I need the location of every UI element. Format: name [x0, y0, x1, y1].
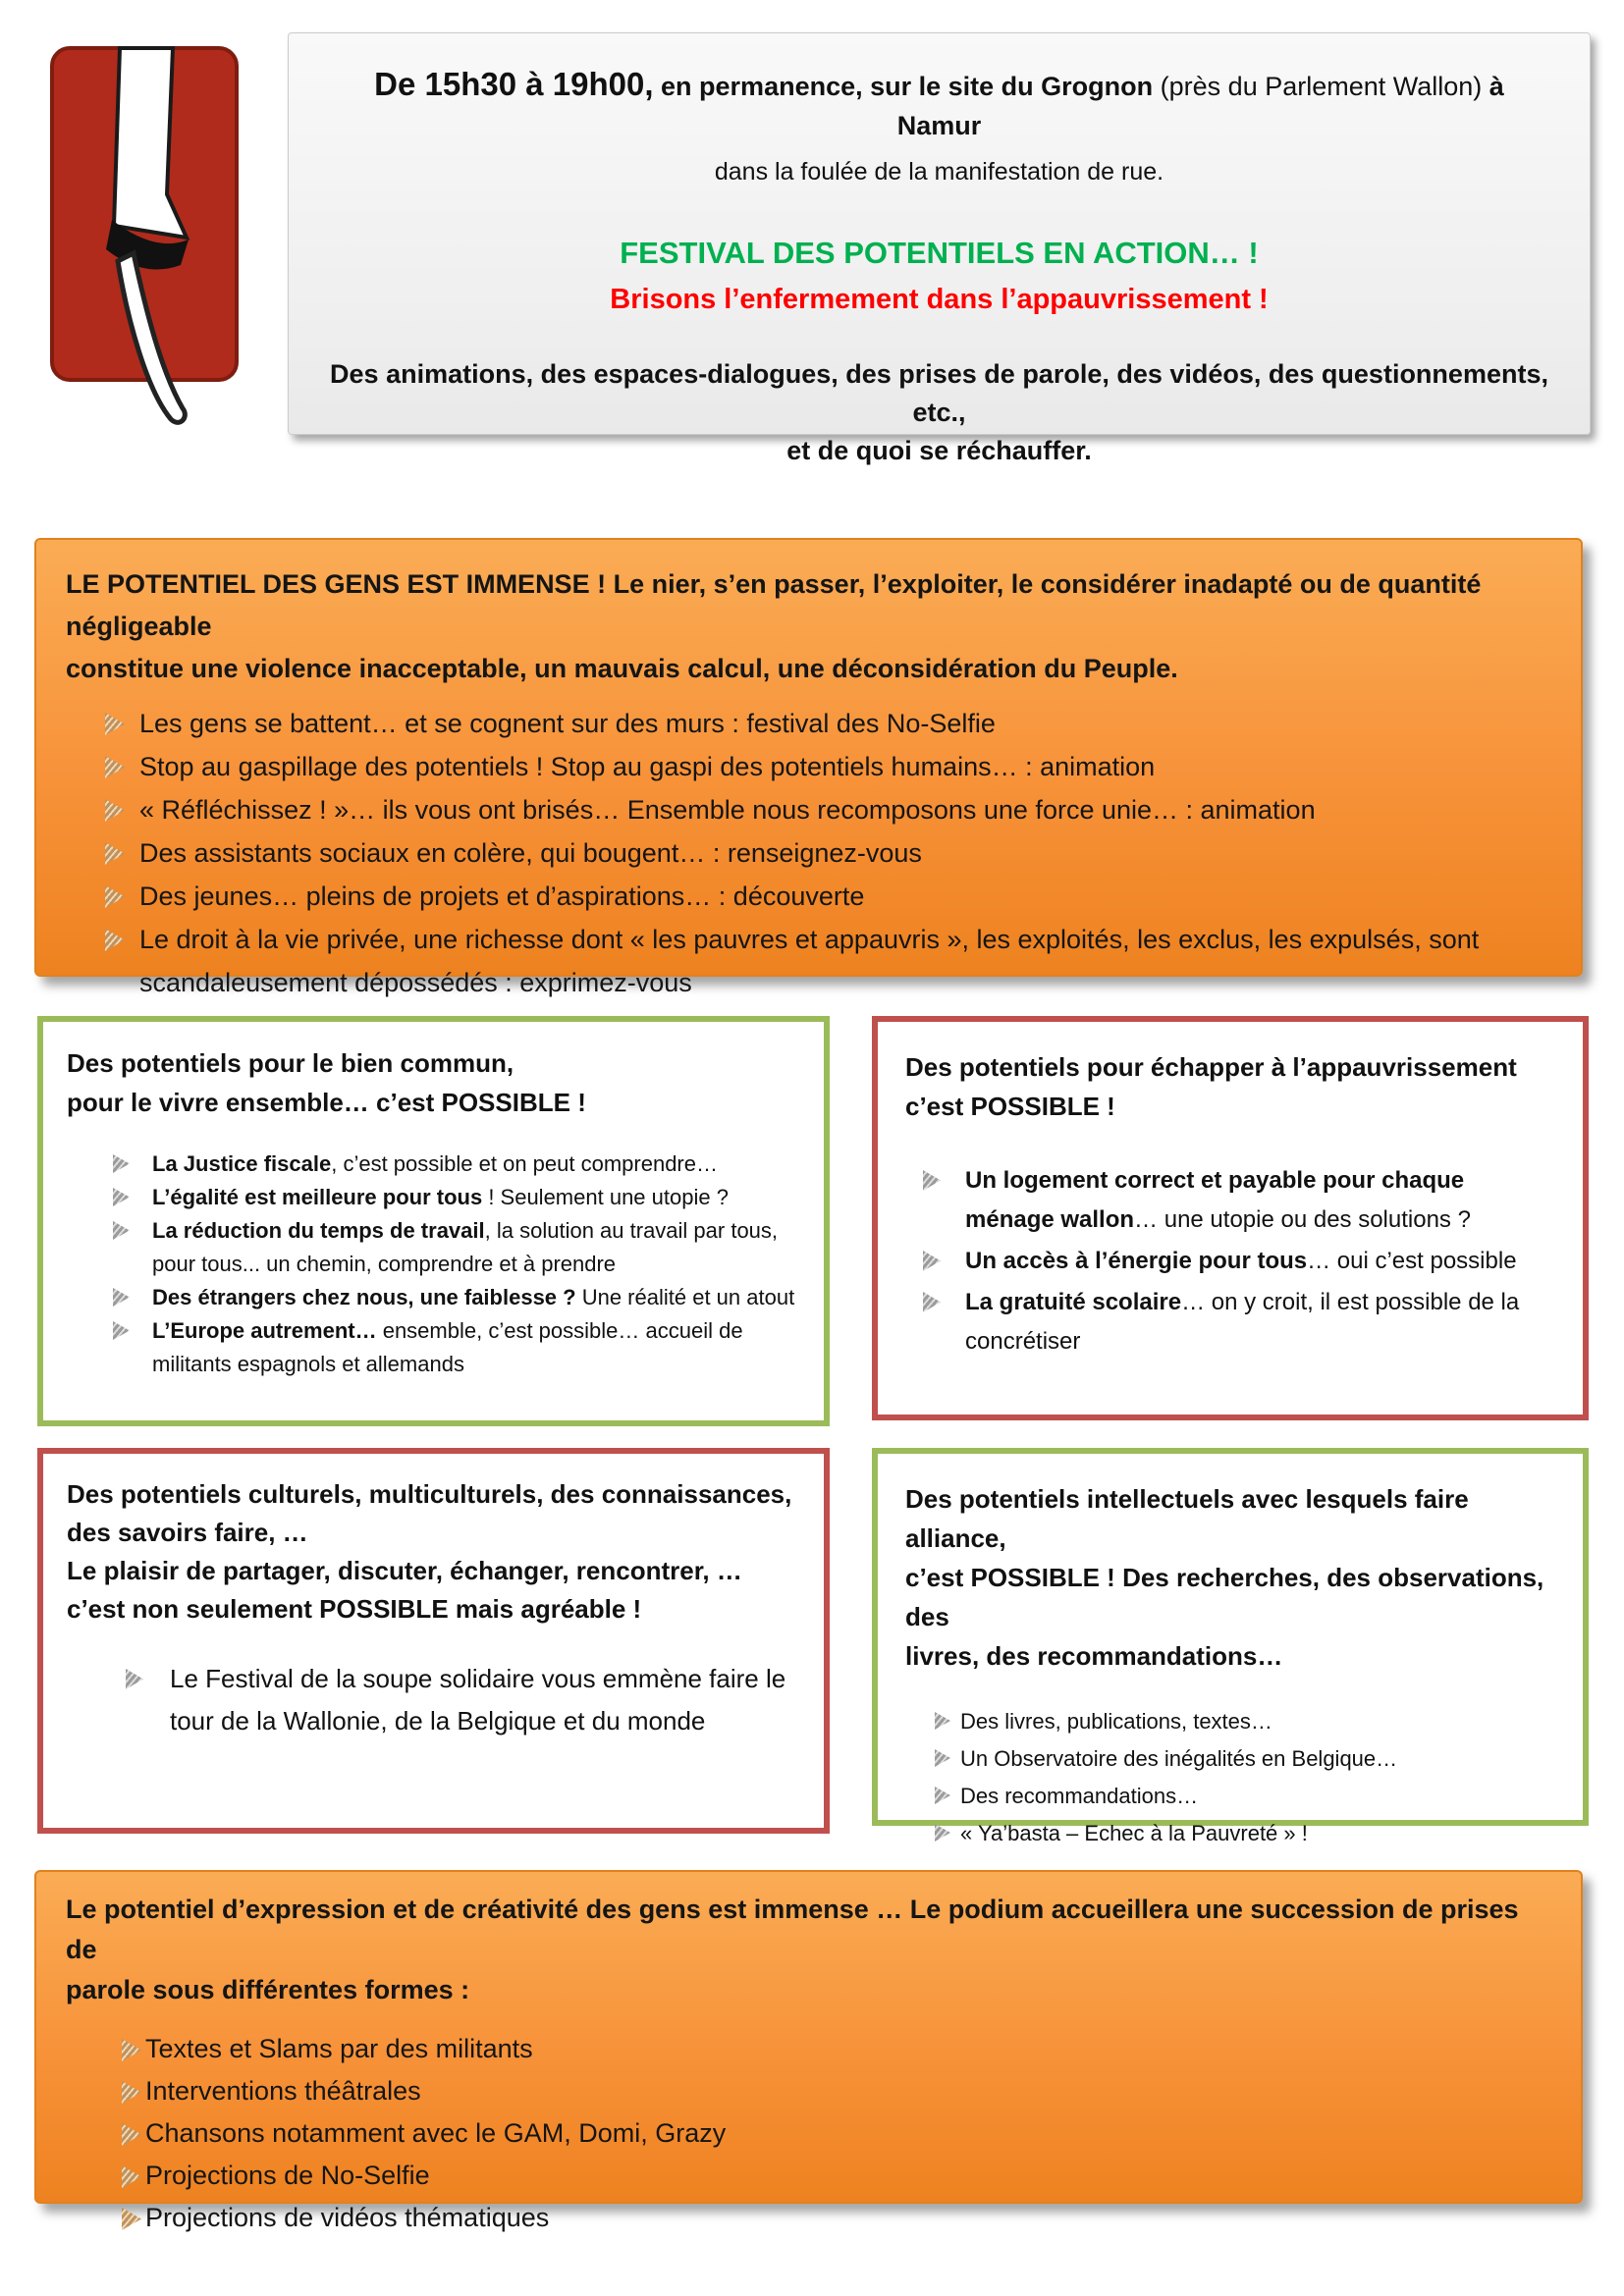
arrow-bullet-icon	[113, 1321, 130, 1340]
list-item	[905, 1778, 1555, 1815]
bullet-list	[905, 1161, 1555, 1362]
list-item	[66, 875, 1551, 918]
event-place-detail: (près du Parlement Wallon)	[1160, 72, 1489, 101]
potential-box-intellectuels	[872, 1448, 1589, 1845]
arrow-bullet-icon	[126, 1669, 143, 1689]
list-item	[66, 2070, 1551, 2112]
bullet-text: Un logement correct et payable pour chaque ménage wallon… une utopie ou des solutions ?	[965, 1167, 1471, 1233]
arrow-bullet-icon	[113, 1154, 130, 1173]
arrow-bullet-icon	[122, 2208, 141, 2230]
bullet-text: Les gens se battent… et se cognent sur des murs : festival des No-Selfie	[139, 709, 996, 738]
event-subtitle: dans la foulée de la manifestation de rue.	[714, 158, 1164, 186]
expression-bullet-list	[66, 2028, 1551, 2239]
arrow-bullet-icon	[122, 2039, 141, 2061]
potential-box-appauvrissement	[872, 1016, 1589, 1420]
bullet-text: Chansons notamment avec le GAM, Domi, Grazy	[145, 2118, 727, 2148]
list-item	[67, 1314, 800, 1381]
list-item	[905, 1242, 1555, 1281]
bullet-text: Des livres, publications, textes…	[960, 1709, 1272, 1734]
arrow-bullet-icon	[113, 1221, 130, 1240]
box-title-line: pour le vivre ensemble… c’est POSSIBLE !	[67, 1088, 586, 1117]
list-item	[905, 1283, 1555, 1362]
arrow-bullet-icon	[113, 1188, 130, 1206]
bullet-text: Des recommandations…	[960, 1784, 1199, 1808]
bullet-text: L’Europe autrement… ensemble, c’est possible… accueil de militants espagnols et allemands	[152, 1318, 743, 1376]
list-item	[66, 702, 1551, 745]
bullet-text: Le Festival de la soupe solidaire vous emmène faire le tour de la Wallonie, de la Belgique et du monde	[170, 1664, 786, 1735]
bullet-text: Un Observatoire des inégalités en Belgique…	[960, 1746, 1398, 1771]
list-item	[66, 745, 1551, 788]
event-time: De 15h30 à 19h00,	[374, 66, 654, 102]
bullet-text: Textes et Slams par des militants	[145, 2034, 533, 2063]
box-title-line: c’est non seulement POSSIBLE mais agréable !	[67, 1594, 642, 1624]
box-title-line: c’est POSSIBLE !	[905, 1092, 1115, 1121]
bullet-text: Des jeunes… pleins de projets et d’aspirations… : découverte	[139, 881, 865, 911]
immense-bullet-list	[66, 702, 1551, 1004]
bullet-list	[67, 1658, 800, 1742]
festival-description-line1: Des animations, des espaces-dialogues, des prises de parole, des vidéos, des questionnements, etc.,	[330, 359, 1548, 427]
expression-title-line1: Le potentiel d’expression et de créativité des gens est immense … Le podium accueillera une succession de prises de	[66, 1895, 1519, 1964]
list-item	[66, 2155, 1551, 2197]
festival-description-line2: et de quoi se réchauffer.	[786, 436, 1092, 465]
list-item	[905, 1815, 1555, 1852]
arrow-bullet-icon	[113, 1288, 130, 1307]
bullet-text: Stop au gaspillage des potentiels ! Stop au gaspi des potentiels humains… : animation	[139, 752, 1156, 781]
box-title-line: livres, des recommandations…	[905, 1641, 1283, 1671]
bullet-text: Projections de vidéos thématiques	[145, 2203, 550, 2232]
bullet-text: La réduction du temps de travail, la solution au travail par tous, pour tous... un chemin, comprendre et à prendre	[152, 1218, 779, 1276]
potential-box-bien-commun	[37, 1016, 830, 1426]
list-item	[67, 1181, 800, 1214]
arrow-bullet-icon	[122, 2123, 141, 2146]
list-item	[66, 2197, 1551, 2239]
arrow-bullet-icon	[105, 929, 125, 951]
bullet-text: La Justice fiscale, c’est possible et on peut comprendre…	[152, 1151, 718, 1176]
box-title-line: des savoirs faire, …	[67, 1518, 308, 1547]
immense-title-line2: constitue une violence inacceptable, un mauvais calcul, une déconsidération du Peuple.	[66, 654, 1178, 683]
immense-title-line1: LE POTENTIEL DES GENS EST IMMENSE ! Le nier, s’en passer, l’exploiter, le considérer inadapté ou de quantité négligeable	[66, 569, 1482, 641]
expression-title	[66, 1890, 1551, 2010]
arrow-bullet-icon	[935, 1824, 950, 1842]
expression-box	[34, 1870, 1583, 2232]
arrow-bullet-icon	[105, 885, 125, 908]
festival-description	[330, 355, 1548, 470]
event-time-line	[330, 65, 1548, 145]
immense-potential-box	[34, 538, 1583, 997]
arrow-bullet-icon	[923, 1292, 941, 1312]
arrow-bullet-icon	[935, 1712, 950, 1730]
bullet-text: Projections de No-Selfie	[145, 2161, 430, 2190]
box-title-line: c’est POSSIBLE ! Des recherches, des observations, des	[905, 1563, 1544, 1631]
box-title-line: Le plaisir de partager, discuter, échanger, rencontrer, …	[67, 1556, 742, 1585]
list-item	[66, 788, 1551, 831]
bullet-text: Des étrangers chez nous, une faiblesse ? Une réalité et un atout	[152, 1285, 795, 1309]
arrow-bullet-icon	[122, 2081, 141, 2104]
list-item	[67, 1658, 800, 1742]
arrow-bullet-icon	[105, 713, 125, 735]
box-title	[905, 1047, 1555, 1126]
festival-subtitle: Brisons l’enfermement dans l’appauvrissement !	[610, 284, 1269, 315]
box-title	[905, 1479, 1555, 1676]
list-item	[905, 1740, 1555, 1778]
box-title-line: Des potentiels pour le bien commun,	[67, 1048, 514, 1078]
boot-kick-logo	[49, 45, 240, 442]
bullet-list	[67, 1148, 800, 1381]
bullet-text: « Réfléchissez ! »… ils vous ont brisés… Ensemble nous recomposons une force unie… : animation	[139, 795, 1316, 825]
box-title-line: Des potentiels pour échapper à l’appauvrissement	[905, 1052, 1517, 1082]
list-item	[905, 1161, 1555, 1240]
event-header-box	[288, 32, 1591, 465]
arrow-bullet-icon	[923, 1251, 941, 1271]
arrow-bullet-icon	[935, 1787, 950, 1804]
arrow-bullet-icon	[105, 799, 125, 822]
list-item	[66, 2028, 1551, 2070]
bullet-text: Interventions théâtrales	[145, 2076, 421, 2106]
bullet-text: La gratuité scolaire… on y croit, il est possible de la concrétiser	[965, 1289, 1520, 1355]
list-item	[67, 1148, 800, 1181]
festival-title: FESTIVAL DES POTENTIELS EN ACTION… !	[620, 236, 1259, 270]
bullet-text: Un accès à l’énergie pour tous… oui c’est possible	[965, 1248, 1517, 1274]
list-item	[67, 1281, 800, 1314]
box-title	[67, 1475, 800, 1629]
arrow-bullet-icon	[935, 1749, 950, 1767]
list-item	[66, 2112, 1551, 2155]
expression-title-line2: parole sous différentes formes :	[66, 1975, 470, 2004]
box-title-line: Des potentiels intellectuels avec lesquels faire alliance,	[905, 1484, 1469, 1553]
box-title	[67, 1043, 800, 1122]
bullet-list	[905, 1703, 1555, 1852]
list-item	[66, 831, 1551, 875]
event-place-bold: en permanence, sur le site du Grognon	[661, 72, 1161, 101]
bullet-text: Le droit à la vie privée, une richesse dont « les pauvres et appauvris », les exploités, les exclus, les expulsés, sont scandaleusement dépossédés : exprimez-vous	[139, 925, 1480, 997]
potential-box-culturels	[37, 1448, 830, 1834]
bullet-text: L’égalité est meilleure pour tous ! Seulement une utopie ?	[152, 1185, 729, 1209]
bullet-text: Des assistants sociaux en colère, qui bougent… : renseignez-vous	[139, 838, 922, 868]
list-item	[66, 918, 1551, 1004]
box-title-line: Des potentiels culturels, multiculturels, des connaissances,	[67, 1479, 792, 1509]
list-item	[67, 1214, 800, 1281]
bullet-text: « Ya’basta – Echec à la Pauvreté » !	[960, 1821, 1308, 1845]
arrow-bullet-icon	[105, 842, 125, 865]
arrow-bullet-icon	[105, 756, 125, 778]
arrow-bullet-icon	[923, 1170, 941, 1191]
arrow-bullet-icon	[122, 2165, 141, 2188]
list-item	[905, 1703, 1555, 1740]
immense-potential-title	[66, 563, 1551, 690]
event-city: à Namur	[896, 72, 1504, 140]
